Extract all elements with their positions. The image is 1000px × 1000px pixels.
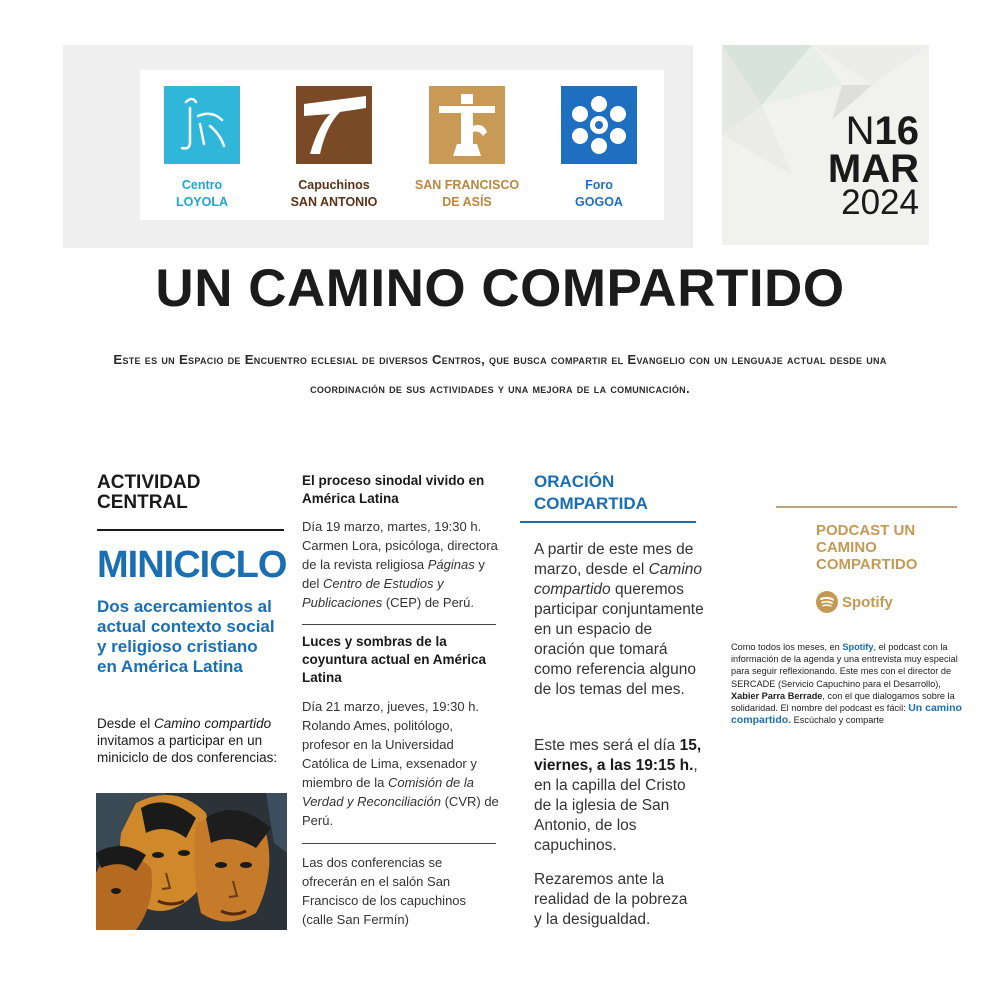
divider <box>776 506 957 508</box>
page-title: UN CAMINO COMPARTIDO <box>155 259 845 318</box>
faces-painting-image <box>96 793 287 930</box>
loyola-caption: Centro LOYOLA <box>175 178 229 209</box>
conference-1-text: Día 19 marzo, martes, 19:30 h. Carmen Lora, psicóloga, directora de la revista religiosa Páginas y del Centro de Estudios y Publicaciones (CEP) de Perú. <box>302 519 498 610</box>
divider <box>520 521 696 523</box>
miniciclo-body: Desde el Camino compartido invitamos a participar en un miniciclo de dos conferencias: <box>97 716 278 765</box>
capuchinos-caption: Capuchinos SAN ANTONIO <box>290 178 378 209</box>
intro-text: Este es un Espacio de Encuentro eclesial de diversos Centros, que busca compartir el Evangelio con un lenguaje actual desde una coordinación de sus actividades y una mejora de la comunicación. <box>113 352 887 396</box>
section-heading: ACTIVIDAD CENTRAL <box>97 472 201 513</box>
loyola-logo-icon <box>164 86 240 164</box>
conference-1-title: El proceso sinodal vivido en América Latina <box>302 473 485 506</box>
spotify-link[interactable] <box>816 591 893 613</box>
divider <box>302 624 496 625</box>
capuchinos-logo-icon <box>296 86 372 164</box>
podcast-title: PODCAST UN CAMINO COMPARTIDO <box>816 522 918 573</box>
gogoa-logo-icon <box>561 86 637 164</box>
issue-month: MAR <box>827 147 919 191</box>
divider <box>302 843 496 844</box>
spotify-icon <box>816 591 838 613</box>
conference-2-text: Día 21 marzo, jueves, 19:30 h. Rolando Ames, politólogo, profesor en la Universidad Católica de Lima, exsenador y miembro de la Comisión de la Verdad y Reconciliación (CVR) de Perú. <box>302 699 499 828</box>
oracion-heading: ORACIÓN COMPARTIDA <box>534 472 648 513</box>
miniciclo-subtitle: Dos acercamientos al actual contexto social y religioso cristiano en América Latina <box>97 597 275 676</box>
issue-year: 2024 <box>841 183 919 222</box>
conference-2-title: Luces y sombras de la coyuntura actual en América Latina <box>302 634 487 685</box>
oracion-paragraph-1: A partir de este mes de marzo, desde el Camino compartido queremos participar conjuntamente en un espacio de oración que tomará como referencia alguno de los temas del mes. <box>534 541 704 698</box>
oracion-paragraph-3: Rezaremos ante la realidad de la pobreza y la desigualdad. <box>534 871 688 928</box>
spotify-label: Spotify <box>842 593 893 611</box>
gogoa-caption: Foro GOGOA <box>575 178 623 209</box>
podcast-description: Como todos los meses, en Spotify, el podcast con la información de la agenda y una entrevista muy especial para seguir reflexionando. Este mes con el director de SERCADE (Servicio Capuchino para el Desarrollo), Xabier Parra Berrade, con el que dialogamos sobre la solidaridad. El nombre del podcast es fácil: Un camino compartido. Escúchalo y comparte <box>731 642 962 727</box>
san-francisco-logo-icon <box>429 86 505 164</box>
oracion-paragraph-2: Este mes será el día 15, viernes, a las 19:15 h., en la capilla del Cristo de la iglesia de San Antonio, de los capuchinos. <box>534 737 702 854</box>
san-francisco-caption: SAN FRANCISCO DE ASÍS <box>414 178 520 209</box>
venue-text: Las dos conferencias se ofrecerán en el salón San Francisco de los capuchinos (calle San Fermín) <box>302 855 467 927</box>
date-badge <box>722 45 929 245</box>
miniciclo-heading: MINICICLO <box>97 544 287 586</box>
logo-card <box>140 70 664 220</box>
divider <box>97 529 284 531</box>
issue-number: N16 <box>845 109 919 153</box>
